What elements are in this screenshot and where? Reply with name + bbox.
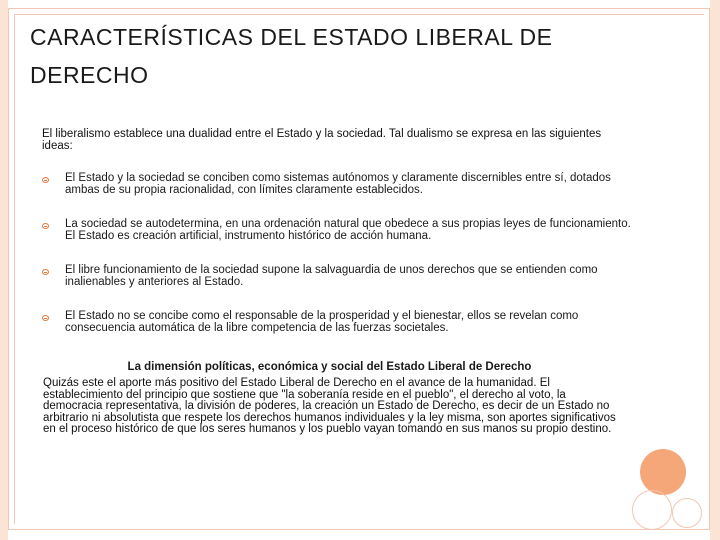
- slide-title-line2: DERECHO: [30, 62, 149, 88]
- list-item: [40, 310, 640, 346]
- list-item: [40, 172, 640, 208]
- bullet-list: [40, 172, 640, 356]
- list-item: [40, 264, 640, 300]
- slide-title-line1: CARACTERÍSTICAS DEL ESTADO LIBERAL DE: [30, 24, 553, 50]
- right-decorative-band: [710, 0, 720, 540]
- bullet-icon: [42, 315, 49, 321]
- slide-title: [30, 18, 670, 94]
- bullet-icon: [42, 177, 49, 183]
- section-body: Quizás este el aporte más positivo del Estado Liberal de Derecho en el avance de la humanidad. El establecimiento del principio que sostiene que "la soberanía reside en el pueblo", el derecho al voto, la democracia representativa, la división de poderes, la creación un Estado de Derecho, es decir de un Estado no arbitrario ni absolutista que respete los derechos humanos individuales y la ley misma, son aportes significativos en el proceso histórico de que los seres humanos y los pueblo vayan tomando en sus manos su propio destino.: [43, 377, 616, 435]
- bullet-text: El libre funcionamiento de la sociedad supone la salvaguardia de unos derechos que se entienden como inalienables y anteriores al Estado.: [65, 264, 598, 288]
- intro-paragraph: El liberalismo establece una dualidad entre el Estado y la sociedad. Tal dualismo se expresa en las siguientes ideas:: [42, 128, 602, 152]
- left-decorative-band: [0, 0, 8, 540]
- bullet-text: La sociedad se autodetermina, en una ordenación natural que obedece a sus propias leyes de funcionamiento. El Estado es creación artificial, instrumento histórico de acción humana.: [65, 218, 631, 242]
- decorative-circle-outline-small: [672, 498, 702, 528]
- section-heading: La dimensión políticas, económica y social del Estado Liberal de Derecho: [127, 361, 532, 373]
- bullet-text: El Estado no se concibe como el responsable de la prosperidad y el bienestar, ellos se revelan como consecuencia automática de la libre competencia de las fuerzas societales.: [65, 310, 579, 334]
- list-item: [40, 218, 640, 254]
- bullet-icon: [42, 223, 49, 229]
- bullet-text: El Estado y la sociedad se conciben como sistemas autónomos y claramente discernibles entre sí, dotados ambas de su propia racionalidad, con límites claramente establecidos.: [65, 172, 611, 196]
- decorative-circle-outline: [632, 490, 672, 530]
- decorative-circle: [640, 449, 686, 495]
- bullet-icon: [42, 269, 49, 275]
